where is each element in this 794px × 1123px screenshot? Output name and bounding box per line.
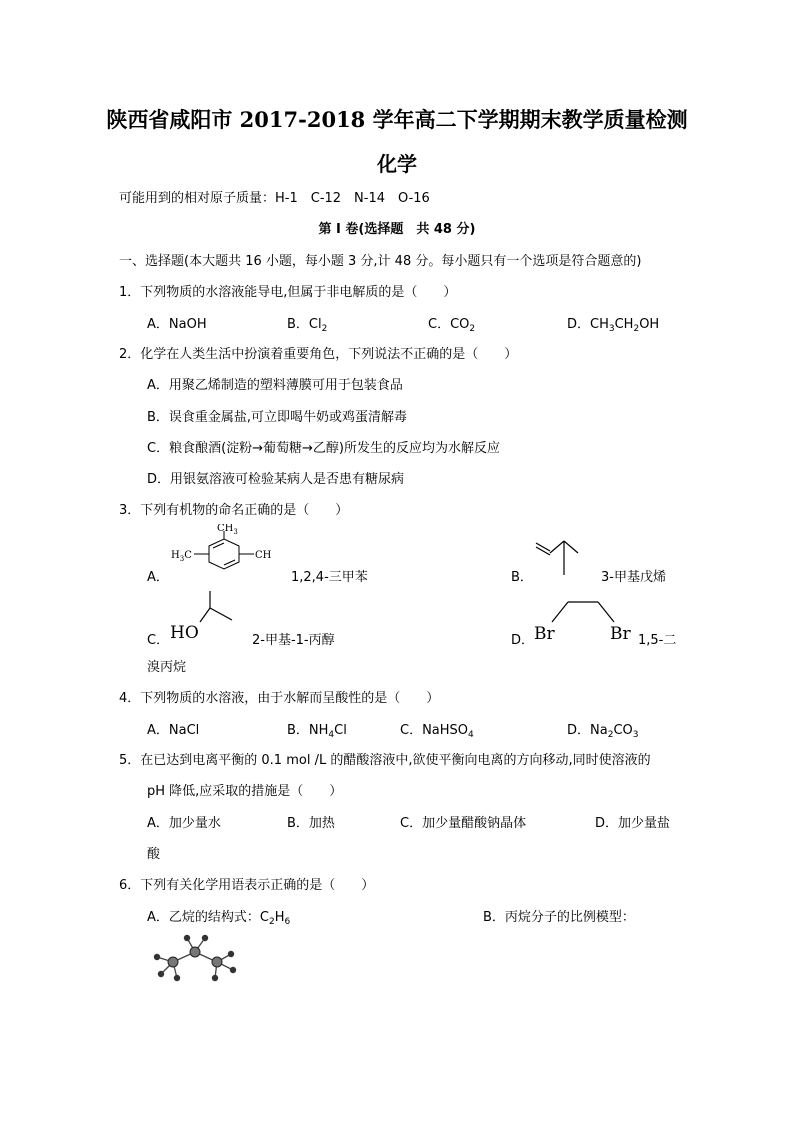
q3-option-b-name: 3-甲基戊烯 (601, 570, 666, 585)
q3-option-d-letter: D． (511, 633, 535, 648)
q3-option-a-letter: A． (147, 570, 169, 585)
q2-option-a: A．用聚乙烯制造的塑料薄膜可用于包装食品 (147, 378, 403, 393)
q5-option-d-wrap: 酸 (147, 847, 161, 862)
exam-title: 陕西省咸阳市 2017-2018 学年高二下学期期末教学质量检测 (106, 107, 688, 132)
q5-option-a: A．加少量水 (147, 816, 221, 831)
question-5-stem-cont: pH 降低,应采取的措施是（ ） (147, 784, 343, 799)
svg-text:Br: Br (610, 624, 631, 643)
part1-heading: 第 I 卷(选择题 共 48 分) (318, 222, 476, 237)
q1-option-d: D．$CH_3CH_2OH$ (567, 317, 660, 334)
subject-title: 化学 (377, 152, 417, 176)
q4-option-c: C．NaHSO$_4$ (400, 723, 474, 740)
q4-option-d: D．$Na_2CO_3$ (567, 723, 639, 740)
question-5-stem: 5．在已达到电离平衡的 0.1 mol /L 的醋酸溶液中,欲使平衡向电离的方向移动,同时使溶液的 (119, 753, 651, 768)
q3-option-c-name: 2-甲基-1-丙醇 (252, 633, 335, 648)
question-4-stem: 4．下列物质的水溶液，由于水解而呈酸性的是（ ） (119, 691, 440, 706)
svg-text:HO: HO (170, 623, 199, 643)
q3-option-c-letter: C． (147, 633, 170, 648)
svg-text:H3C: $H_3C$ (171, 550, 192, 563)
q3-option-d-name-wrap: 溴丙烷 (147, 660, 187, 675)
svg-text:CH3: $CH_3$ (217, 524, 238, 536)
q3-option-a-name: 1,2,4-三甲苯 (291, 570, 368, 585)
q4-option-b: B．$NH_4Cl$ (287, 723, 347, 740)
q6-option-a: A．乙烷的结构式：$C_2H_6$ (147, 910, 291, 927)
q1-option-c: C．$CO_2$ (428, 317, 476, 334)
trimethylbenzene-structure (165, 524, 285, 584)
question-2-stem: 2．化学在人类生活中扮演着重要角色，下列说法不正确的是（ ） (119, 347, 518, 362)
question-6-stem: 6．下列有关化学用语表示正确的是（ ） (119, 878, 375, 893)
atomic-masses: 可能用到的相对原子质量：H-1 C-12 N-14 O-16 (119, 191, 430, 206)
q1-option-a: A．NaOH (147, 317, 207, 332)
q4-option-a: A．NaCl (147, 723, 200, 738)
part1-instructions: 一、选择题(本大题共 16 小题，每小题 3 分,计 48 分。每小题只有一个选项是符合题意的) (119, 254, 642, 269)
question-1-stem: 1．下列物质的水溶液能导电,但属于非电解质的是（ ） (119, 285, 457, 300)
q2-option-c: C．粮食酿酒(淀粉→葡萄糖→乙醇)所发生的反应均为水解反应 (147, 441, 501, 456)
methylpropanol-structure (168, 588, 248, 643)
q6-option-b: B．丙烷分子的比例模型： (483, 910, 635, 925)
methylpentene-structure (530, 535, 600, 580)
q5-option-c: C．加少量醋酸钠晶体 (400, 816, 527, 831)
q2-option-d: D．用银氨溶液可检验某病人是否患有糖尿病 (147, 472, 405, 487)
dibromopropane-structure (532, 598, 638, 643)
q1-option-b: B．$Cl_2$ (287, 317, 328, 334)
q3-option-d-name: 1,5-二 (638, 633, 677, 648)
q5-option-d: D．加少量盐 (595, 816, 671, 831)
svg-text:Br: Br (534, 624, 555, 643)
q5-option-b: B．加热 (287, 816, 335, 831)
svg-text:CH: CH (255, 550, 272, 561)
q3-option-b-letter: B． (511, 570, 533, 585)
propane-ball-stick-model (145, 930, 250, 985)
question-3-stem: 3．下列有机物的命名正确的是（ ） (119, 503, 349, 518)
q2-option-b: B．误食重金属盐,可立即喝牛奶或鸡蛋清解毒 (147, 410, 408, 425)
